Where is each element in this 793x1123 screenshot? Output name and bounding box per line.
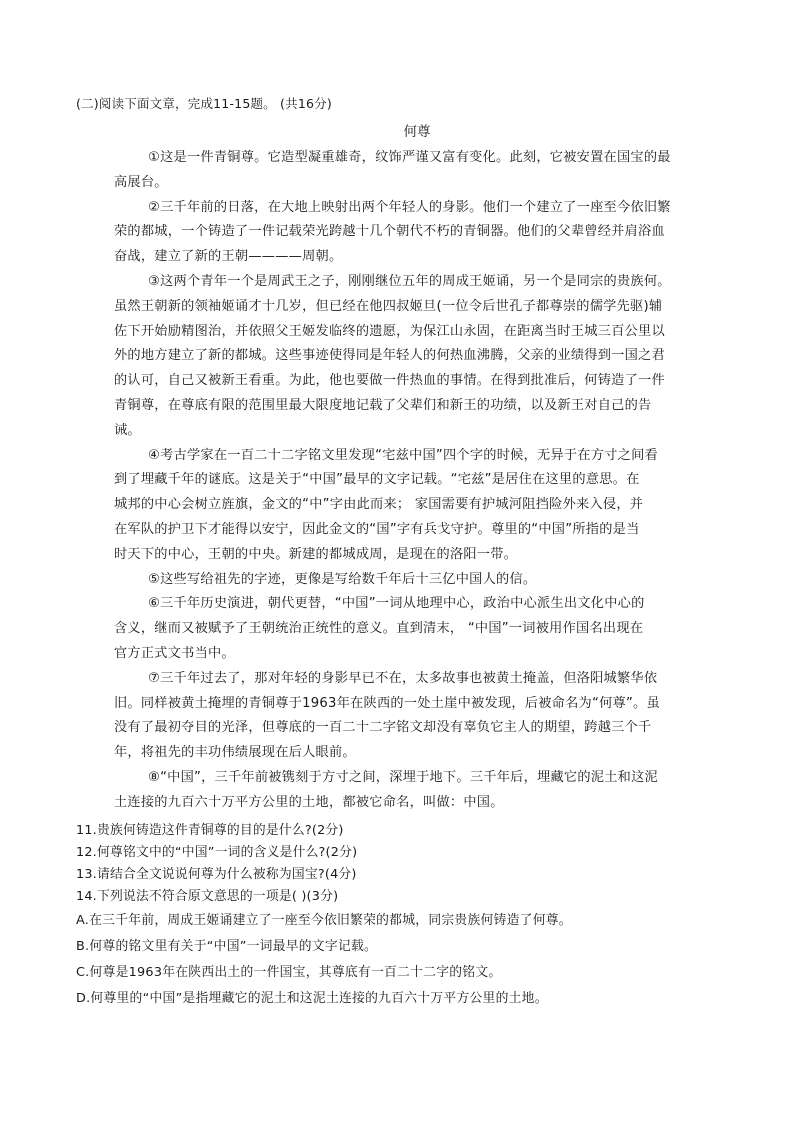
paragraph-2: [76, 196, 700, 270]
question-list: [76, 820, 700, 1012]
paragraph-line: 年，将祖先的丰功伟绩展现在后人眼前。: [114, 745, 356, 761]
option-b: B.何尊的铭文里有关于“中国”一词最早的文字记载。: [76, 938, 378, 954]
question-13: 13.请结合全文说说何尊为什么被称为国宝?(4分): [76, 866, 357, 882]
paragraph-line: 外的地方建立了新的都城。这些事迹使得同是年轻人的何热血沸腾，父亲的业绩得到一国之君: [114, 348, 665, 364]
paragraph-line: 在军队的护卫下才能得以安宁，因此金文的“国”字有兵戈守护。尊里的“中国”所指的是当: [114, 521, 640, 537]
paragraph-line: ⑧“中国”，三千年前被镌刻于方寸之间，深埋于地下。三千年后，埋藏它的泥土和这泥: [148, 769, 658, 785]
paragraph-8: [76, 766, 700, 816]
paragraph-line: 土连接的九百六十万平方公里的土地，都被它命名，叫做：中国。: [114, 794, 504, 810]
question-11: 11.贵族何铸造这件青铜尊的目的是什么?(2分): [76, 822, 344, 838]
paragraph-line: 没有了最初夺目的光泽，但尊底的一百二十二字铭文却没有辜负它主人的期望，跨越三个千: [114, 720, 652, 736]
paragraph-line: 奋战，建立了新的王朝————周朝。: [114, 249, 343, 265]
question-14: 14.下列说法不符合原文意思的一项是( )(3分): [76, 888, 339, 904]
paragraph-line: ②三千年前的日落，在大地上映射出两个年轻人的身影。他们一个建立了一座至今依旧繁: [148, 199, 671, 215]
paragraph-line: 旧。同样被黄土掩埋的青铜尊于1963年在陕西的一处土崖中被发现，后被命名为“何尊”。虽: [114, 695, 660, 711]
article-title: 何尊: [403, 124, 431, 140]
paragraph-line: 佐下开始励精图治，并依照父王姬发临终的遗愿，为保江山永固，在距离当时王城三百公里以: [114, 323, 665, 339]
paragraph-4: [76, 444, 700, 568]
question-12: 12.何尊铭文中的“中国”一词的含义是什么?(2分): [76, 844, 358, 860]
article-body: [76, 146, 700, 816]
exam-page: [76, 94, 700, 1012]
paragraph-line: 虽然王朝新的领袖姬诵才十几岁，但已经在他四叔姬旦(一位令后世孔子都尊崇的儒学先驱)辅: [114, 298, 663, 314]
paragraph-line: ⑦三千年过去了，那对年轻的身影早已不在，太多故事也被黄土掩盖，但洛阳城繁华依: [148, 670, 658, 686]
paragraph-7: [76, 667, 700, 766]
paragraph-6: [76, 592, 700, 666]
paragraph-5: [76, 568, 700, 593]
paragraph-line: ④考古学家在一百二十二字铭文里发现“宅兹中国”四个字的时候，无异于在方寸之间看: [148, 447, 658, 463]
paragraph-line: 时天下的中心，王朝的中央。新建的都城成周，是现在的洛阳一带。: [114, 546, 518, 562]
option-a: A.在三千年前，周成王姬诵建立了一座至今依旧繁荣的都城，同宗贵族何铸造了何尊。: [76, 912, 572, 928]
paragraph-line: 到了埋藏千年的谜底。这是关于“中国”最早的文字记载。“宅兹”是居住在这里的意思。在: [114, 472, 640, 488]
paragraph-line: 荣的都城，一个铸造了一件记载荣光跨越十几个朝代不朽的青铜器。他们的父辈曾经并肩浴血: [114, 224, 665, 240]
paragraph-3: [76, 270, 700, 444]
paragraph-line: 含义，继而又被赋予了王朝统治正统性的意义。直到清末， “中国”一词被用作国名出现在: [114, 621, 644, 637]
paragraph-line: 青铜尊，在尊底有限的范围里最大限度地记载了父辈们和新王的功绩，以及新王对自己的告: [114, 397, 652, 413]
paragraph-line: ①这是一件青铜尊。它造型凝重雄奇，纹饰严谨又富有变化。此刻，它被安置在国宝的最: [148, 150, 671, 165]
paragraph-line: 官方正式文书当中。: [114, 645, 235, 661]
paragraph-line: ⑤这些写给祖先的字迹，更像是写给数千年后十三亿中国人的信。: [148, 571, 537, 587]
paragraph-line: 城邦的中心会树立旌旗，金文的“中”字由此而来； 家国需要有护城河阻挡险外来入侵，并: [114, 497, 644, 513]
paragraph-line: 的认可，自己又被新王看重。为此，他也要做一件热血的事情。在得到批准后，何铸造了一件: [114, 373, 665, 389]
paragraph-1: [76, 146, 700, 196]
paragraph-line: ③这两个青年一个是周武王之子，刚刚继位五年的周成王姬诵，另一个是同宗的贵族何。: [148, 273, 671, 289]
paragraph-line: ⑥三千年历史演进，朝代更替，“中国”一词从地理中心，政治中心派生出文化中心的: [148, 596, 645, 612]
paragraph-line: 高展台。: [114, 174, 168, 190]
paragraph-line: 诫。: [114, 422, 141, 438]
option-d: D.何尊里的“中国”是指埋藏它的泥土和这泥土连接的九百六十万平方公里的土地。: [76, 990, 548, 1006]
section-instruction: (二)阅读下面文章，完成11-15题。 (共16分): [76, 96, 332, 111]
option-c: C.何尊是1963年在陕西出土的一件国宝，其尊底有一百二十二字的铭文。: [76, 964, 502, 980]
